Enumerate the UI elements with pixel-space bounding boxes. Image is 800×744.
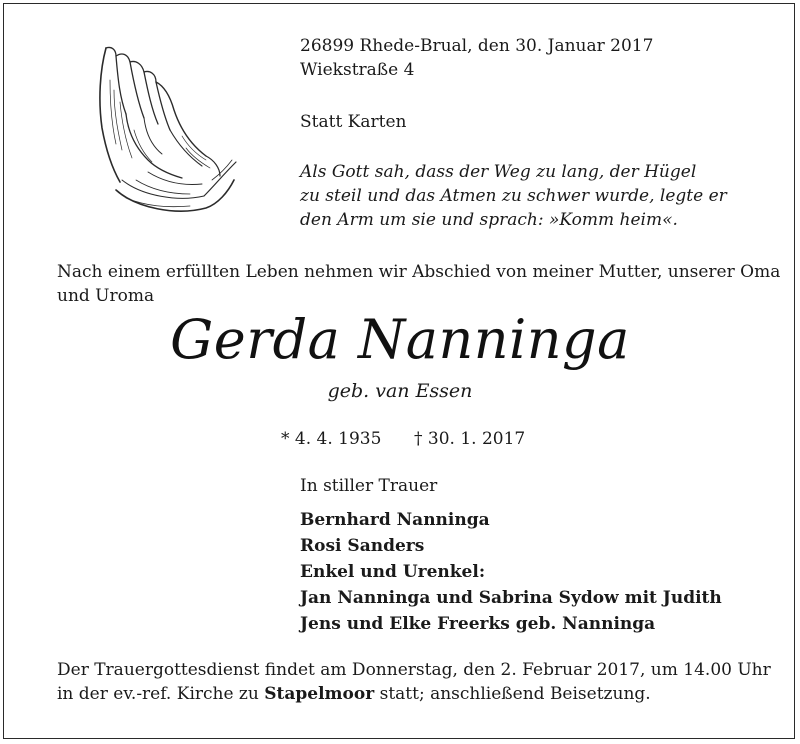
mourner-name: Jens und Elke Freerks geb. Nanninga xyxy=(300,614,656,634)
birth-date: * 4. 4. 1935 xyxy=(281,429,382,449)
quote-line: Als Gott sah, dass der Weg zu lang, der Hügel xyxy=(300,162,697,182)
mourner-name: Jan Nanninga und Sabrina Sydow mit Judith xyxy=(300,588,722,608)
service-line: Der Trauergottesdienst findet am Donnerstag, den 2. Februar 2017, um 14.00 Uhr xyxy=(57,660,771,680)
mourner-name: Rosi Sanders xyxy=(300,536,425,556)
mourners-heading: In stiller Trauer xyxy=(300,476,438,496)
mourner-name: Enkel und Urenkel: xyxy=(300,562,486,582)
service-line-2 xyxy=(57,682,651,706)
death-date: † 30. 1. 2017 xyxy=(414,429,526,449)
intro-line: Nach einem erfüllten Leben nehmen wir Abschied von meiner Mutter, unserer Oma xyxy=(57,262,781,282)
place-date: 26899 Rhede-Brual, den 30. Januar 2017 xyxy=(300,36,654,56)
service-line-2-pre: in der ev.-ref. Kirche zu xyxy=(57,684,265,704)
praying-hands-icon xyxy=(86,40,240,216)
deceased-name: Gerda Nanninga xyxy=(170,308,630,371)
maiden-name: geb. van Essen xyxy=(327,380,473,402)
service-place: Stapelmoor xyxy=(264,684,375,704)
street-address: Wiekstraße 4 xyxy=(300,60,415,80)
service-line-2-post: statt; anschließend Beisetzung. xyxy=(374,684,651,704)
mourner-name: Bernhard Nanninga xyxy=(300,510,490,530)
intro-line: und Uroma xyxy=(57,286,155,306)
quote-line: den Arm um sie und sprach: »Komm heim«. xyxy=(300,210,678,230)
quote-line: zu steil und das Atmen zu schwer wurde, legte er xyxy=(300,186,727,206)
statt-karten: Statt Karten xyxy=(300,112,407,132)
